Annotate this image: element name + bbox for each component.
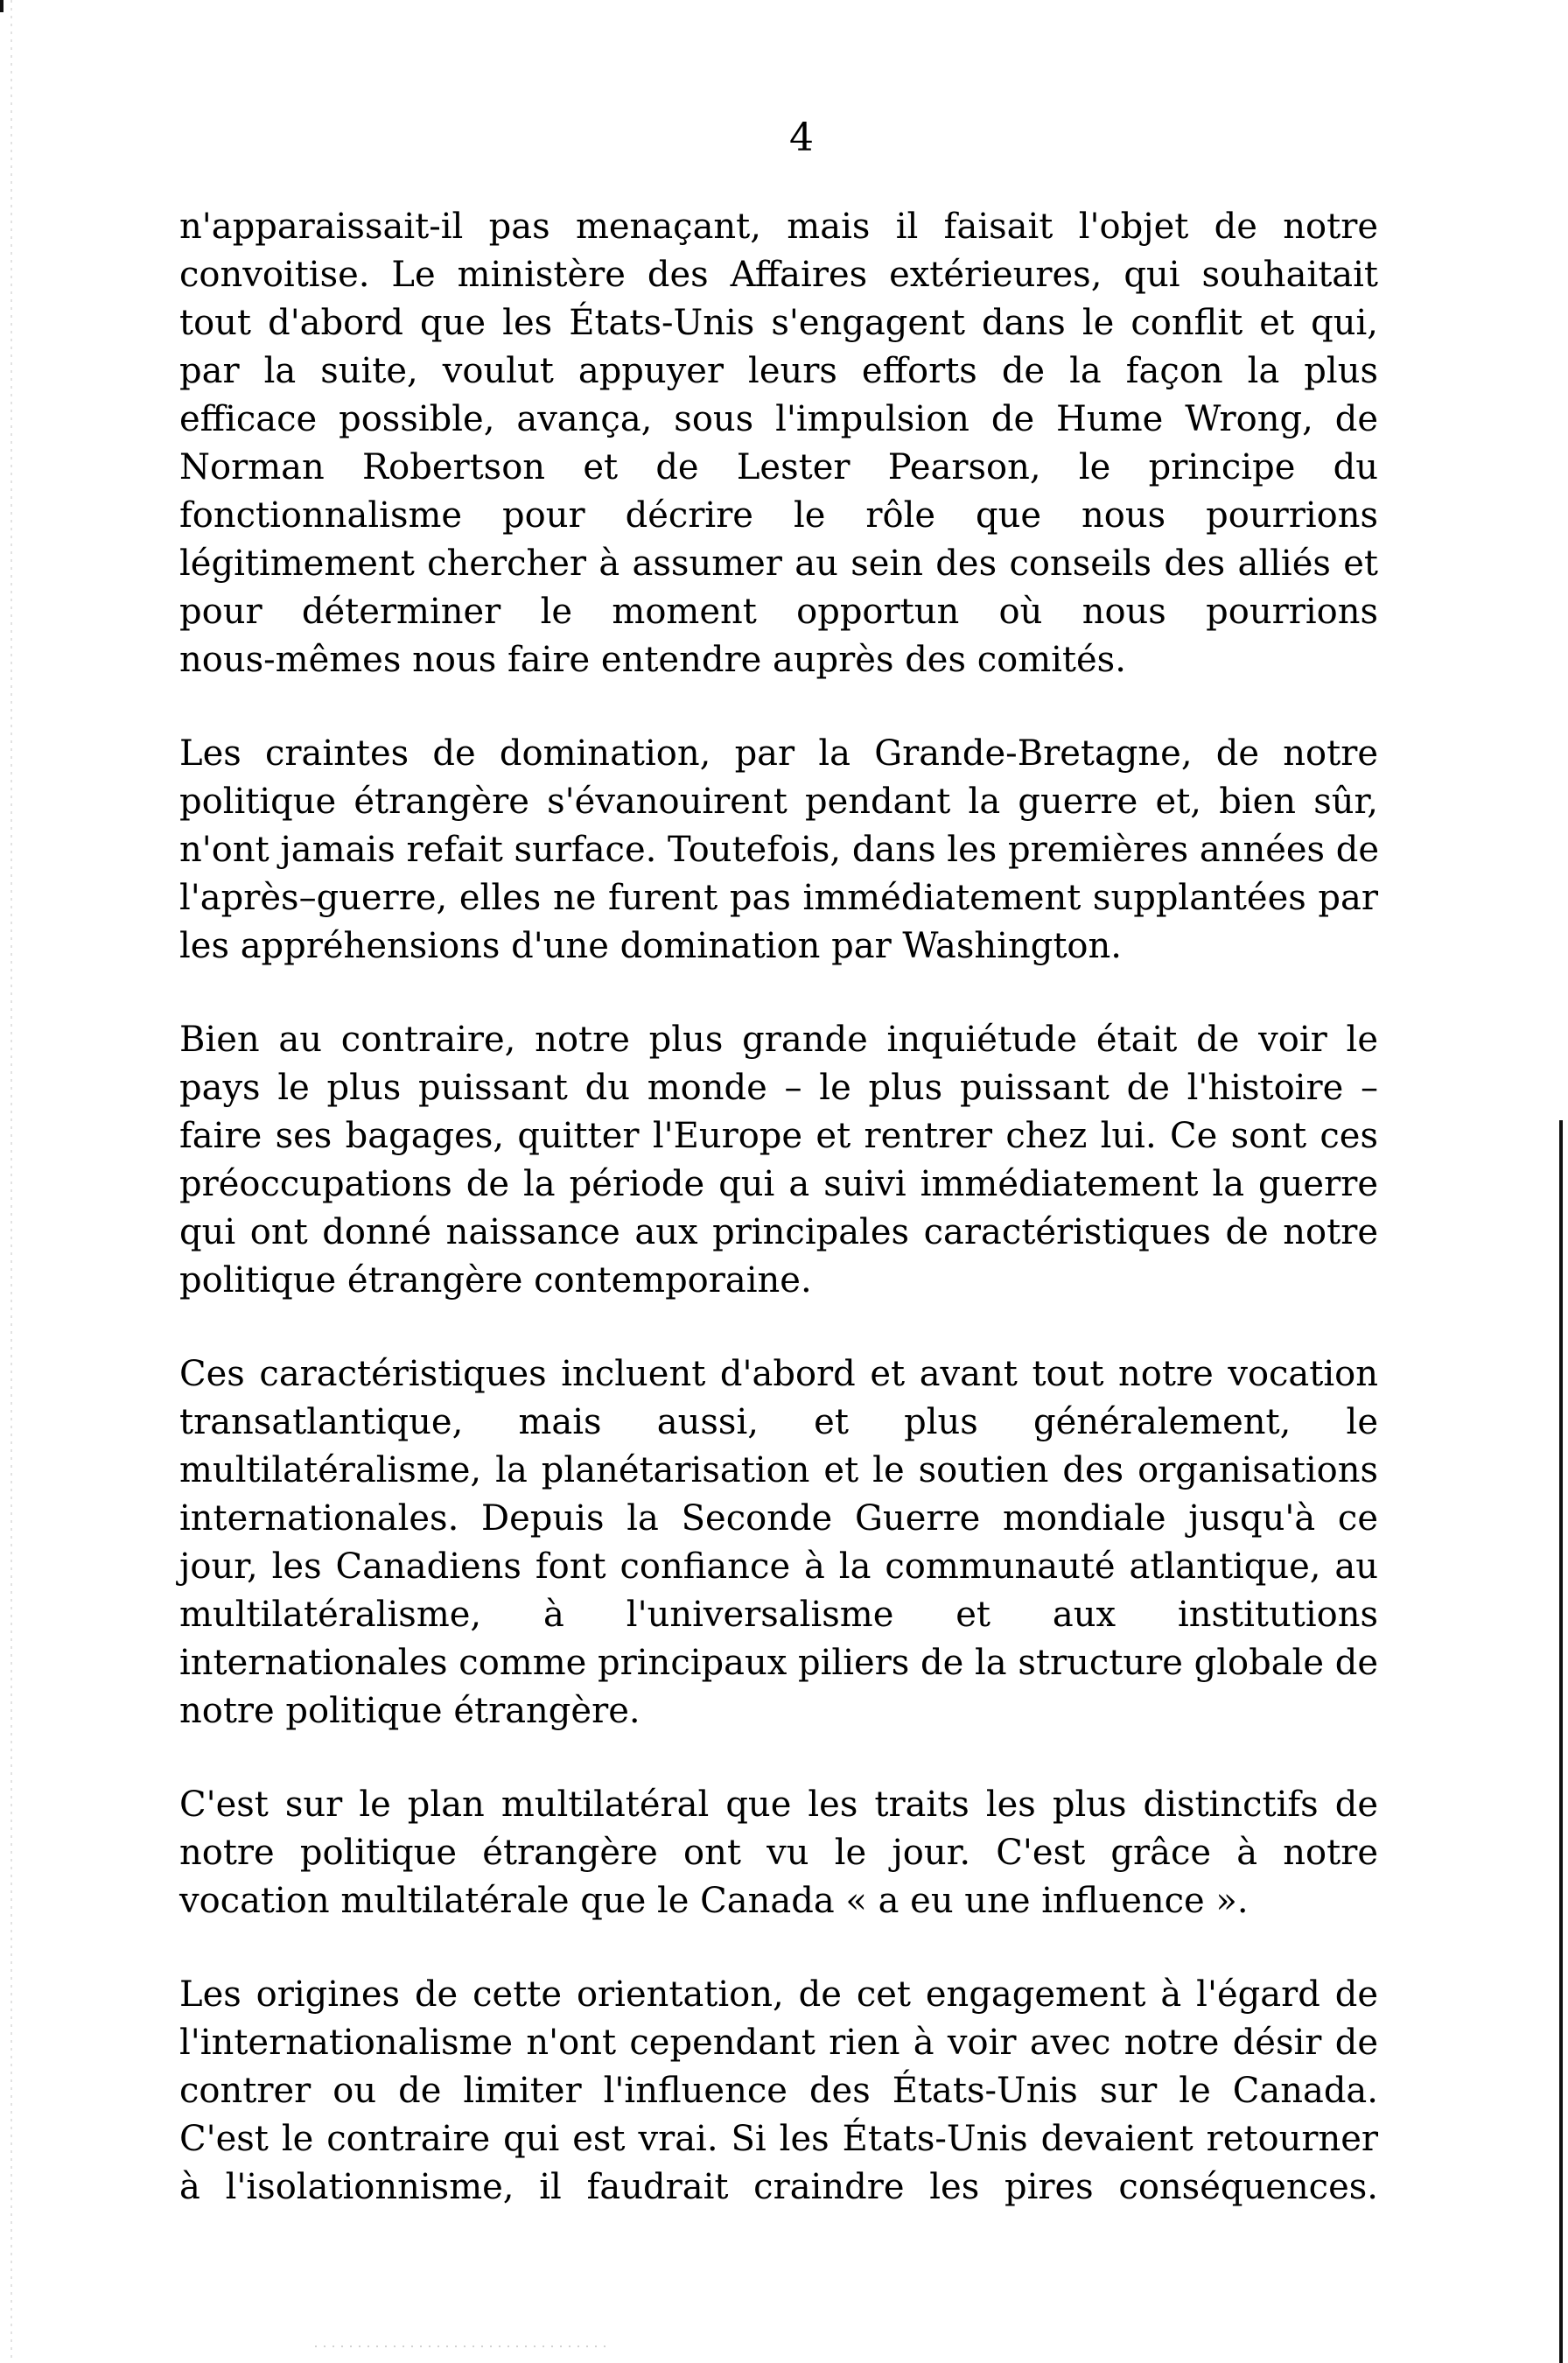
paragraph-line: légitimement chercher à assumer au sein des conseils des alliés et: [179, 543, 1378, 584]
paragraph-line: internationales. Depuis la Seconde Guerre mondiale jusqu'à ce: [179, 1498, 1378, 1539]
paragraph-line: l'internationalisme n'ont cependant rien à voir avec notre désir de: [179, 2023, 1378, 2063]
paragraph-line: notre politique étrangère.: [179, 1691, 640, 1731]
paragraph-line: n'apparaissait-il pas menaçant, mais il faisait l'objet de notre: [179, 207, 1378, 247]
scan-left-edge: [10, 0, 12, 2363]
paragraph-line: Ces caractéristiques incluent d'abord et avant tout notre vocation: [179, 1354, 1378, 1394]
paragraph-line: vocation multilatérale que le Canada « a eu une influence ».: [179, 1881, 1249, 1921]
paragraph-line: n'ont jamais refait surface. Toutefois, dans les premières années de: [179, 830, 1380, 870]
scan-bottom-artifact: [315, 2345, 612, 2347]
page-number: 4: [789, 116, 814, 160]
paragraph-line: tout d'abord que les États-Unis s'engagent dans le conflit et qui,: [179, 303, 1378, 343]
paragraph-line: politique étrangère contemporaine.: [179, 1260, 812, 1301]
paragraph-line: efficace possible, avança, sous l'impulsion de Hume Wrong, de: [179, 399, 1378, 439]
paragraph-line: l'après–guerre, elles ne furent pas immédiatement supplantées par: [179, 878, 1378, 918]
paragraph-3: [179, 1016, 1378, 1305]
paragraph-line: par la suite, voulut appuyer leurs efforts de la façon la plus: [179, 351, 1378, 391]
paragraph-line: contrer ou de limiter l'influence des États-Unis sur le Canada.: [179, 2071, 1378, 2111]
paragraph-line: multilatéralisme, à l'universalisme et aux institutions: [179, 1595, 1378, 1635]
paragraph-line: Norman Robertson et de Lester Pearson, le principe du: [179, 447, 1378, 487]
paragraph-line: Les craintes de domination, par la Grande-Bretagne, de notre: [179, 733, 1378, 774]
paragraph-1: [179, 203, 1378, 684]
paragraph-line: transatlantique, mais aussi, et plus généralement, le: [179, 1402, 1378, 1442]
paragraph-line: les appréhensions d'une domination par Washington.: [179, 926, 1122, 966]
paragraph-line: Les origines de cette orientation, de cet engagement à l'égard de: [179, 1974, 1378, 2015]
paragraph-2: [179, 730, 1378, 971]
paragraph-line: multilatéralisme, la planétarisation et le soutien des organisations: [179, 1450, 1378, 1490]
paragraph-line: convoitise. Le ministère des Affaires extérieures, qui souhaitait: [179, 255, 1378, 295]
paragraph-line: à l'isolationnisme, il faudrait craindre les pires conséquences.: [179, 2167, 1378, 2207]
paragraph-line: notre politique étrangère ont vu le jour. C'est grâce à notre: [179, 1833, 1378, 1873]
paragraph-line: qui ont donné naissance aux principales caractéristiques de notre: [179, 1212, 1378, 1252]
paragraph-line: C'est sur le plan multilatéral que les traits les plus distinctifs de: [179, 1785, 1378, 1825]
paragraph-6: [179, 1971, 1378, 2212]
paragraph-5: [179, 1781, 1378, 1925]
paragraph-line: préoccupations de la période qui a suivi immédiatement la guerre: [179, 1164, 1378, 1204]
scan-right-edge: [1559, 1120, 1563, 2363]
paragraph-4: [179, 1350, 1378, 1735]
paragraph-line: jour, les Canadiens font confiance à la communauté atlantique, au: [179, 1546, 1378, 1587]
scan-corner-mark: [0, 0, 4, 12]
body-text: [179, 203, 1378, 2257]
paragraph-line: nous-mêmes nous faire entendre auprès des comités.: [179, 640, 1126, 680]
paragraph-line: Bien au contraire, notre plus grande inquiétude était de voir le: [179, 1020, 1378, 1060]
paragraph-line: faire ses bagages, quitter l'Europe et rentrer chez lui. Ce sont ces: [179, 1116, 1378, 1156]
paragraph-line: pays le plus puissant du monde – le plus puissant de l'histoire –: [179, 1068, 1378, 1108]
paragraph-line: fonctionnalisme pour décrire le rôle que nous pourrions: [179, 495, 1378, 536]
paragraph-line: internationales comme principaux piliers de la structure globale de: [179, 1643, 1378, 1683]
paragraph-line: politique étrangère s'évanouirent pendant la guerre et, bien sûr,: [179, 782, 1378, 822]
paragraph-line: C'est le contraire qui est vrai. Si les États-Unis devaient retourner: [179, 2119, 1378, 2159]
paragraph-line: pour déterminer le moment opportun où nous pourrions: [179, 592, 1378, 632]
